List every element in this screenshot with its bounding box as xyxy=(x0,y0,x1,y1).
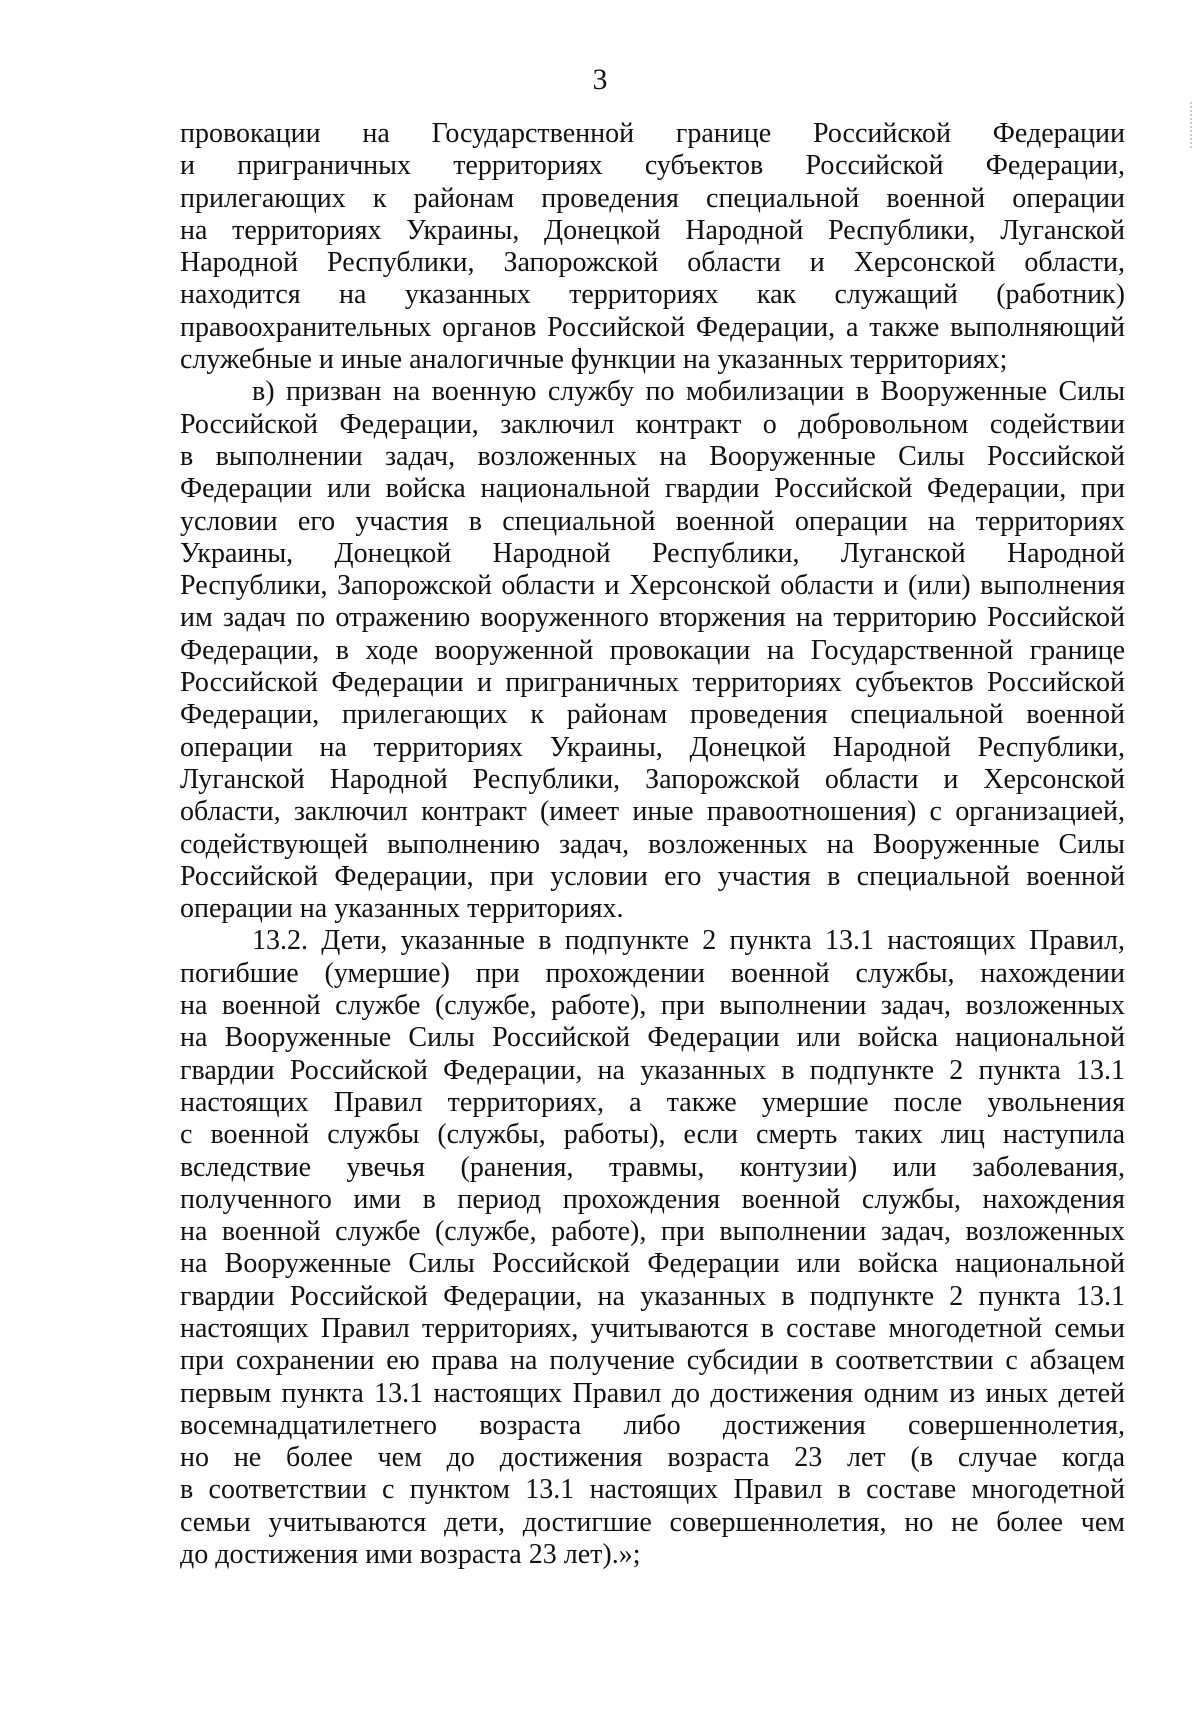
text-line: правоохранительных органов Российской Федерации, а также выполняющий xyxy=(180,311,1125,343)
text-line: вследствие увечья (ранения, травмы, контузии) или заболевания, xyxy=(180,1151,1125,1183)
paragraph-continuation xyxy=(180,118,1125,376)
text-line: полученного ими в период прохождения военной службы, нахождения xyxy=(180,1183,1125,1215)
text-line: на Вооруженные Силы Российской Федерации или войска национальной xyxy=(180,1022,1125,1054)
text-line: им задач по отражению вооруженного вторжения на территорию Российской xyxy=(180,602,1125,634)
text-line: 13.2. Дети, указанные в подпункте 2 пункта 13.1 настоящих Правил, xyxy=(252,925,1125,957)
text-line: на Вооруженные Силы Российской Федерации или войска национальной xyxy=(180,1248,1125,1280)
text-line: восемнадцатилетнего возраста либо достижения совершеннолетия, xyxy=(180,1409,1125,1441)
text-line: Российской Федерации, при условии его участия в специальной военной xyxy=(180,860,1125,892)
paragraph-item-13-2 xyxy=(180,925,1125,1571)
text-line: первым пункта 13.1 настоящих Правил до достижения одним из иных детей xyxy=(180,1377,1125,1409)
text-line: в) призван на военную службу по мобилизации в Вооруженные Силы xyxy=(252,376,1125,408)
text-line: Федерации, в ходе вооруженной провокации на Государственной границе xyxy=(180,634,1125,666)
text-line: но не более чем до достижения возраста 23 лет (в случае когда xyxy=(180,1442,1125,1474)
text-line: настоящих Правил территориях, а также умершие после увольнения xyxy=(180,1086,1125,1118)
text-line: Украины, Донецкой Народной Республики, Луганской Народной xyxy=(180,537,1125,569)
text-line: на военной службе (службе, работе), при выполнении задач, возложенных xyxy=(180,990,1125,1022)
text-line: настоящих Правил территориях, учитываются в составе многодетной семьи xyxy=(180,1312,1125,1344)
text-line: Федерации или войска национальной гвардии Российской Федерации, при xyxy=(180,473,1125,505)
text-line: условии его участия в специальной военной операции на территориях xyxy=(180,505,1125,537)
text-line: прилегающих к районам проведения специальной военной операции xyxy=(180,182,1125,214)
text-line: области, заключил контракт (имеет иные правоотношения) с организацией, xyxy=(180,796,1125,828)
text-line: гвардии Российской Федерации, на указанных в подпункте 2 пункта 13.1 xyxy=(180,1280,1125,1312)
text-line: до достижения ими возраста 23 лет).»; xyxy=(180,1539,641,1571)
text-line: провокации на Государственной границе Российской Федерации xyxy=(180,118,1125,149)
text-line: Федерации, прилегающих к районам проведения специальной военной xyxy=(180,699,1125,731)
text-line: погибшие (умершие) при прохождении военной службы, нахождении xyxy=(180,957,1125,989)
text-line: служебные и иные аналогичные функции на указанных территориях; xyxy=(180,344,1008,376)
text-line: гвардии Российской Федерации, на указанных в подпункте 2 пункта 13.1 xyxy=(180,1054,1125,1086)
text-line: семьи учитываются дети, достигшие совершеннолетия, но не более чем xyxy=(180,1506,1125,1538)
text-line: на территориях Украины, Донецкой Народной Республики, Луганской xyxy=(180,214,1125,246)
document-body xyxy=(180,118,1125,1571)
text-line: Российской Федерации, заключил контракт о добровольном содействии xyxy=(180,408,1125,440)
text-line: содействующей выполнению задач, возложенных на Вооруженные Силы xyxy=(180,828,1125,860)
scan-margin-mark xyxy=(1190,102,1194,148)
text-line: операции на указанных территориях. xyxy=(180,893,624,925)
text-line: Луганской Народной Республики, Запорожской области и Херсонской xyxy=(180,763,1125,795)
paragraph-subpoint-v xyxy=(180,376,1125,925)
text-line: в выполнении задач, возложенных на Вооруженные Силы Российской xyxy=(180,440,1125,472)
text-line: находится на указанных территориях как служащий (работник) xyxy=(180,279,1125,311)
text-line: при сохранении ею права на получение субсидии в соответствии с абзацем xyxy=(180,1345,1125,1377)
page-number: 3 xyxy=(592,63,608,96)
text-line: Российской Федерации и приграничных территориях субъектов Российской xyxy=(180,667,1125,699)
text-line: с военной службы (службы, работы), если смерть таких лиц наступила xyxy=(180,1119,1125,1151)
text-line: операции на территориях Украины, Донецкой Народной Республики, xyxy=(180,731,1125,763)
text-line: и приграничных территориях субъектов Российской Федерации, xyxy=(180,150,1125,182)
text-line: на военной службе (службе, работе), при выполнении задач, возложенных xyxy=(180,1216,1125,1248)
text-line: в соответствии с пунктом 13.1 настоящих Правил в составе многодетной xyxy=(180,1474,1125,1506)
text-line: Республики, Запорожской области и Херсонской области и (или) выполнения xyxy=(180,570,1125,602)
text-line: Народной Республики, Запорожской области и Херсонской области, xyxy=(180,247,1125,279)
